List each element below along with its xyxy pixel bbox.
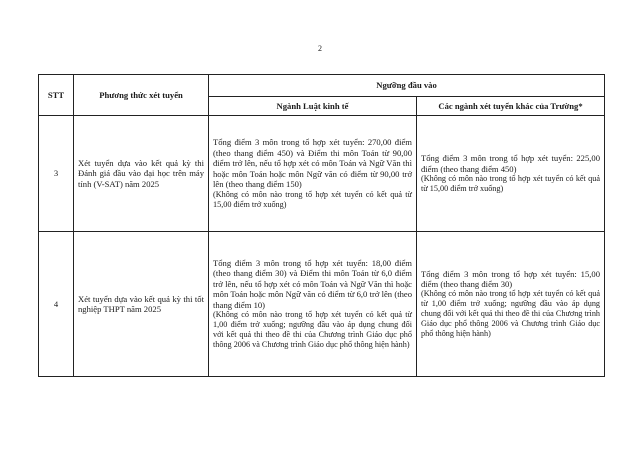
threshold-main: Tổng điểm 3 môn trong tổ hợp xét tuyển: 18,00 điểm (theo thang điểm 30) và Điểm thi môn Toán từ 6,0 điểm trở lên, nếu tổ hợp xét có môn Toán và Ngữ Văn thì hoặc môn Toán hoặc môn Ngữ văn có điểm từ 6,0 trở lên (theo thang điểm 10) <box>213 257 412 310</box>
threshold-main: Tổng điểm 3 môn trong tổ hợp xét tuyển: 15,00 điểm (theo thang điểm 30) <box>421 268 601 289</box>
header-other-majors: Các ngành xét tuyển khác của Trường* <box>417 97 605 116</box>
threshold-note: (Không có môn nào trong tổ hợp xét tuyển có kết quả từ 15,00 điểm trở xuống) <box>421 173 601 193</box>
threshold-note: (Không có môn nào trong tổ hợp xét tuyển có kết quả từ 1,00 điểm trở xuống; ngưỡng đầu vào áp dụng chung đối với kết quả thi theo đề thi của Chương trình Giáo dục phổ thông 2006 và Chương trình Giáo dục phổ thông hiện hành) <box>421 289 601 339</box>
table-row <box>39 232 605 377</box>
admission-threshold-table <box>38 74 605 377</box>
row-other-threshold <box>417 116 605 232</box>
threshold-note: (Không có môn nào trong tổ hợp xét tuyển có kết quả từ 1,00 điểm trở xuống; ngưỡng đầu vào áp dụng chung đối với kết quả thi theo đề thi của Chương trình Giáo dục phổ thông 2006 và Chương trình Giáo dục phổ thông hiện hành) <box>213 310 412 350</box>
threshold-main: Tổng điểm 3 môn trong tổ hợp xét tuyển: 225,00 điểm (theo thang điểm 450) <box>421 153 601 174</box>
row-law-economics-threshold <box>209 116 417 232</box>
page-number: 2 <box>318 44 322 53</box>
row-method: Xét tuyển dựa vào kết quả kỳ thi tốt nghiệp THPT năm 2025 <box>74 232 209 377</box>
header-method: Phương thức xét tuyển <box>74 75 209 116</box>
threshold-note: (Không có môn nào trong tổ hợp xét tuyển có kết quả từ 15,00 điểm trở xuống) <box>213 189 412 209</box>
header-law-economics: Ngành Luật kinh tế <box>209 97 417 116</box>
header-threshold: Ngưỡng đầu vào <box>209 75 605 97</box>
header-stt: STT <box>39 75 74 116</box>
table-row <box>39 116 605 232</box>
row-law-economics-threshold <box>209 232 417 377</box>
threshold-main: Tổng điểm 3 môn trong tổ hợp xét tuyển: 270,00 điểm (theo thang điểm 450) và Điểm thi môn Toán từ 90,00 điểm trở lên, nếu tổ hợp xét có môn Toán và Ngữ Văn thì hoặc môn Toán hoặc môn Ngữ văn có điểm từ 90,00 trở lên (theo thang điểm 150) <box>213 137 412 190</box>
row-other-threshold <box>417 232 605 377</box>
row-stt: 4 <box>39 232 74 377</box>
row-stt: 3 <box>39 116 74 232</box>
row-method: Xét tuyển dựa vào kết quả kỳ thi Đánh giá đầu vào đại học trên máy tính (V-SAT) năm 2025 <box>74 116 209 232</box>
